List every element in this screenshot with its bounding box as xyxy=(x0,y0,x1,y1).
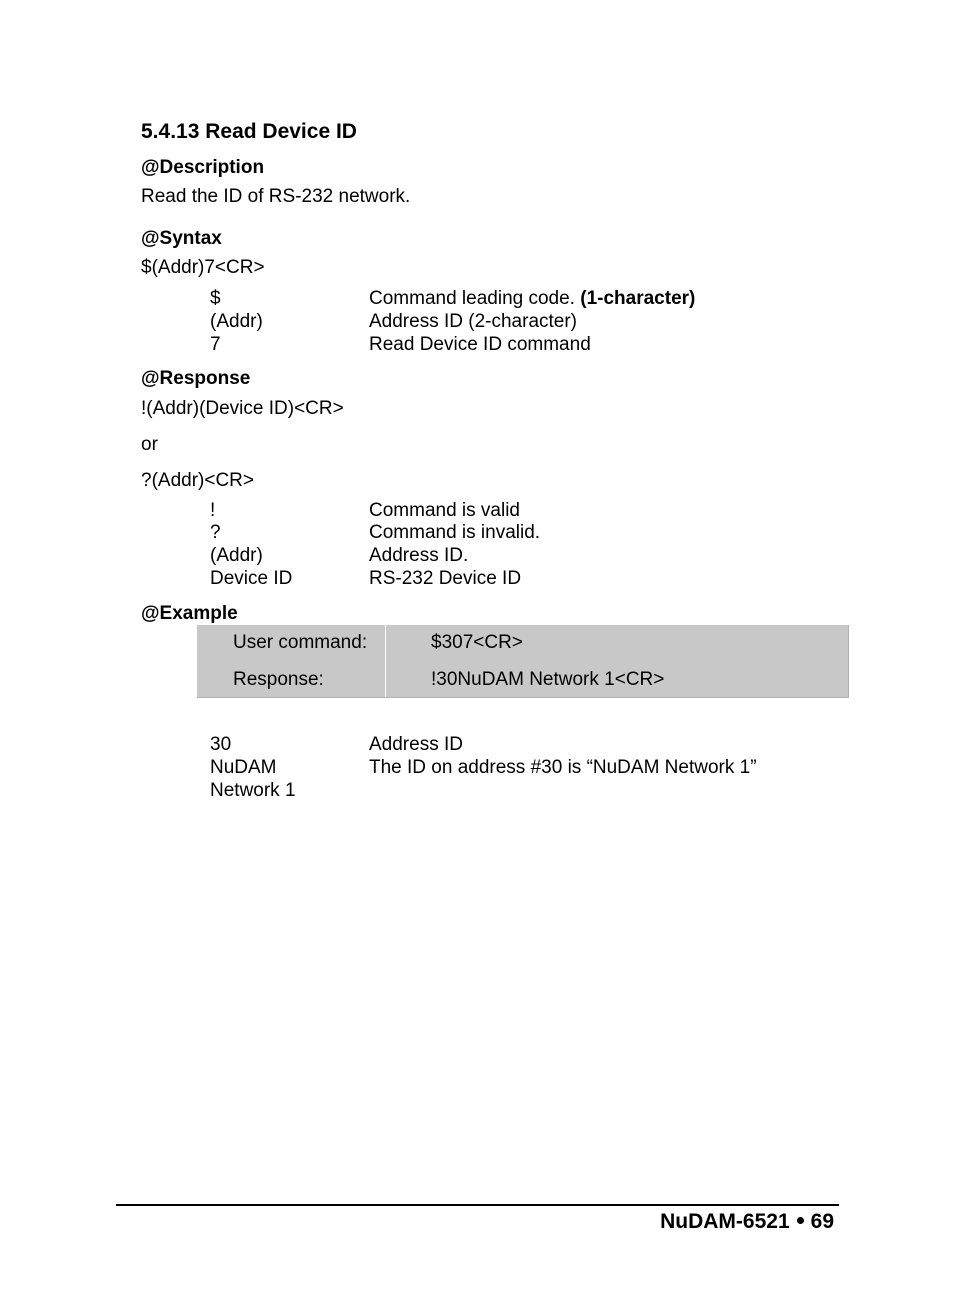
response-param-term: (Addr) xyxy=(210,545,263,566)
response-param-term: ! xyxy=(210,500,216,521)
response-heading: @Response xyxy=(141,368,251,389)
syntax-param-desc-text: Command leading code. xyxy=(369,288,581,309)
description-text: Read the ID of RS-232 network. xyxy=(141,186,411,207)
example-param-term: 30 xyxy=(210,734,232,755)
syntax-param-term: 7 xyxy=(210,334,221,355)
response-or: or xyxy=(141,434,158,455)
footer-rule xyxy=(116,1204,839,1206)
example-param-term: Network 1 xyxy=(210,780,296,801)
footer-product: NuDAM-6521 xyxy=(660,1210,790,1233)
syntax-param-desc xyxy=(369,287,695,310)
example-param-desc: Address ID xyxy=(369,734,463,755)
response-param-desc: Command is invalid. xyxy=(369,522,541,543)
syntax-param-desc: Address ID (2-character) xyxy=(369,311,578,332)
example-row-label: Response: xyxy=(233,669,324,690)
response-param-desc: Address ID. xyxy=(369,545,469,566)
section-title: 5.4.13 Read Device ID xyxy=(141,120,357,143)
description-heading: @Description xyxy=(141,157,265,178)
table-divider xyxy=(385,625,386,697)
bullet-icon xyxy=(797,1217,804,1224)
response-valid: !(Addr)(Device ID)<CR> xyxy=(141,398,344,419)
syntax-command: $(Addr)7<CR> xyxy=(141,257,265,278)
example-table xyxy=(197,625,849,698)
example-row-value: !30NuDAM Network 1<CR> xyxy=(431,669,665,690)
response-param-term: Device ID xyxy=(210,568,293,589)
example-row-label: User command: xyxy=(233,632,368,653)
example-heading: @Example xyxy=(141,603,238,624)
example-param-desc: The ID on address #30 is “NuDAM Network 1” xyxy=(369,757,757,778)
footer xyxy=(660,1209,834,1234)
response-invalid: ?(Addr)<CR> xyxy=(141,470,254,491)
example-param-term: NuDAM xyxy=(210,757,277,778)
syntax-heading: @Syntax xyxy=(141,228,222,249)
response-param-term: ? xyxy=(210,522,221,543)
syntax-param-term: (Addr) xyxy=(210,311,263,332)
syntax-param-term: $ xyxy=(210,288,221,309)
page-number: 69 xyxy=(810,1210,834,1233)
syntax-param-desc: Read Device ID command xyxy=(369,334,591,355)
example-row-value: $307<CR> xyxy=(431,632,523,653)
response-param-desc: RS-232 Device ID xyxy=(369,568,522,589)
syntax-param-desc-bold: (1-character) xyxy=(580,288,696,309)
response-param-desc: Command is valid xyxy=(369,500,520,521)
